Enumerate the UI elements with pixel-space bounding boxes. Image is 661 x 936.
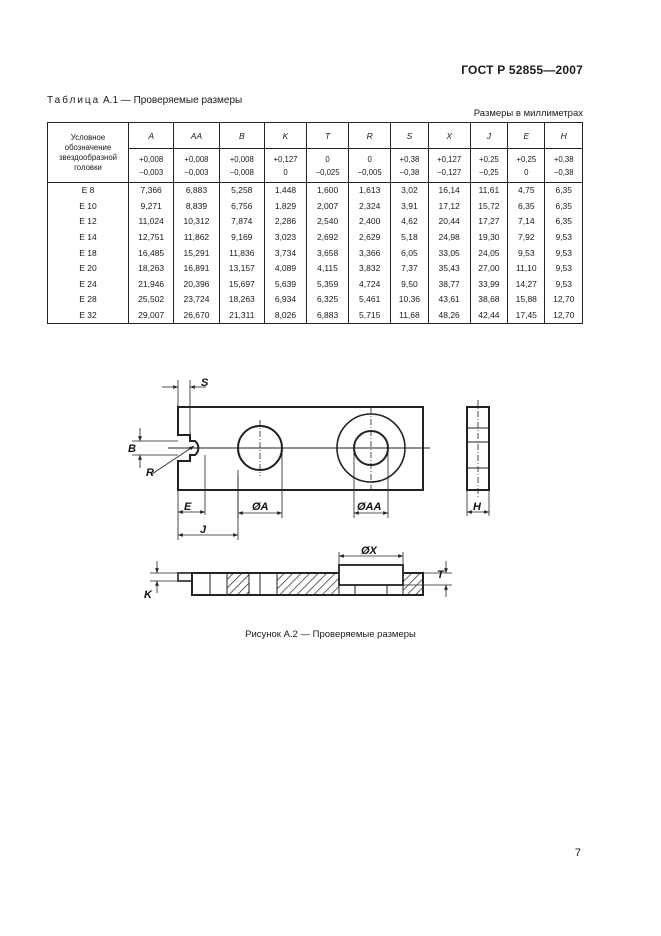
value-cell: 21,311	[219, 308, 264, 324]
figure-caption: Рисунок А.2 — Проверяемые размеры	[245, 629, 416, 640]
value-cell: 26,670	[174, 308, 219, 324]
value-cell: 23,724	[174, 292, 219, 308]
tolerance-upper: +0,38	[553, 154, 574, 164]
tolerance-upper: 0	[367, 154, 372, 164]
value-cell: 6,756	[219, 199, 264, 215]
tolerance-lower: −0,025	[315, 167, 340, 177]
value-cell: 3,734	[264, 245, 306, 261]
value-cell: 43,61	[428, 292, 470, 308]
designation-cell: E 20	[48, 261, 129, 277]
section-hatch-2	[277, 573, 339, 595]
value-cell: 11,68	[391, 308, 428, 324]
label-j: J	[200, 524, 207, 536]
tolerance-upper: +0,008	[229, 154, 254, 164]
value-cell: 7,874	[219, 214, 264, 230]
value-cell: 4,75	[508, 183, 545, 199]
label-t: T	[437, 569, 444, 581]
value-cell: 3,023	[264, 230, 306, 246]
value-cell: 6,35	[545, 214, 583, 230]
designation-cell: E 18	[48, 245, 129, 261]
value-cell: 18,263	[219, 292, 264, 308]
value-cell: 19,30	[470, 230, 507, 246]
value-cell: 8,026	[264, 308, 306, 324]
designation-cell: E 28	[48, 292, 129, 308]
table-caption-title: А.1 — Проверяемые размеры	[100, 95, 243, 106]
label-k: K	[144, 589, 152, 601]
column-header-a: A	[129, 123, 174, 149]
table-caption-prefix: Таблица	[47, 95, 101, 106]
designation-cell: E 32	[48, 308, 129, 324]
designation-cell: E 8	[48, 183, 129, 199]
value-cell: 2,007	[307, 199, 349, 215]
tolerance-lower: −0,003	[184, 167, 209, 177]
value-cell: 6,883	[307, 308, 349, 324]
designation-cell: E 24	[48, 277, 129, 293]
tolerance-lower: −0,127	[437, 167, 462, 177]
value-cell: 48,26	[428, 308, 470, 324]
value-cell: 1,613	[349, 183, 391, 199]
value-cell: 3,366	[349, 245, 391, 261]
value-cell: 2,400	[349, 214, 391, 230]
value-cell: 24,05	[470, 245, 507, 261]
value-cell: 16,891	[174, 261, 219, 277]
value-cell: 2,286	[264, 214, 306, 230]
column-header-x: X	[428, 123, 470, 149]
value-cell: 11,836	[219, 245, 264, 261]
value-cell: 6,934	[264, 292, 306, 308]
value-cell: 6,325	[307, 292, 349, 308]
column-header-e: E	[508, 123, 545, 149]
value-cell: 3,832	[349, 261, 391, 277]
value-cell: 6,05	[391, 245, 428, 261]
value-cell: 3,02	[391, 183, 428, 199]
value-cell: 8,839	[174, 199, 219, 215]
label-e: E	[184, 501, 192, 513]
value-cell: 33,99	[470, 277, 507, 293]
tolerance-upper: +0,127	[273, 154, 298, 164]
tolerance-lower: −0,25	[479, 167, 499, 177]
value-cell: 12,70	[545, 292, 583, 308]
label-s: S	[201, 377, 209, 389]
value-cell: 10,36	[391, 292, 428, 308]
value-cell: 7,37	[391, 261, 428, 277]
value-cell: 14,27	[508, 277, 545, 293]
designation-cell: E 12	[48, 214, 129, 230]
column-header-j: J	[470, 123, 507, 149]
value-cell: 16,485	[129, 245, 174, 261]
value-cell: 11,862	[174, 230, 219, 246]
value-cell: 7,14	[508, 214, 545, 230]
value-cell: 35,43	[428, 261, 470, 277]
value-cell: 9,53	[545, 230, 583, 246]
column-header-t: T	[307, 123, 349, 149]
section-hatch-3	[403, 573, 423, 595]
value-cell: 15,697	[219, 277, 264, 293]
value-cell: 38,68	[470, 292, 507, 308]
value-cell: 33,05	[428, 245, 470, 261]
tolerance-upper: +0,25	[479, 154, 499, 164]
value-cell: 20,44	[428, 214, 470, 230]
value-cell: 9,53	[545, 245, 583, 261]
tolerance-lower: 0	[524, 167, 529, 177]
value-cell: 9,53	[545, 261, 583, 277]
tolerance-lower: 0	[283, 167, 288, 177]
value-cell: 9,169	[219, 230, 264, 246]
value-cell: 5,258	[219, 183, 264, 199]
value-cell: 9,50	[391, 277, 428, 293]
section-tab	[178, 573, 192, 581]
value-cell: 25,502	[129, 292, 174, 308]
value-cell: 2,629	[349, 230, 391, 246]
value-cell: 5,715	[349, 308, 391, 324]
column-header-k: K	[264, 123, 306, 149]
column-header-h: H	[545, 123, 583, 149]
label-dia-aa: ØAA	[357, 501, 382, 513]
tolerance-lower: −0,38	[553, 167, 574, 177]
value-cell: 21,946	[129, 277, 174, 293]
tolerance-upper: +0,127	[437, 154, 462, 164]
value-cell: 3,91	[391, 199, 428, 215]
value-cell: 1,448	[264, 183, 306, 199]
value-cell: 4,724	[349, 277, 391, 293]
value-cell: 17,45	[508, 308, 545, 324]
designation-cell: E 14	[48, 230, 129, 246]
designation-header: Условное обозначение звездообразной головки	[48, 123, 129, 183]
value-cell: 2,324	[349, 199, 391, 215]
value-cell: 18,263	[129, 261, 174, 277]
value-cell: 15,72	[470, 199, 507, 215]
tolerance-upper: +0,008	[184, 154, 209, 164]
plan-view	[132, 380, 430, 540]
tolerance-lower: −0,38	[399, 167, 420, 177]
value-cell: 4,62	[391, 214, 428, 230]
value-cell: 29,007	[129, 308, 174, 324]
value-cell: 12,751	[129, 230, 174, 246]
value-cell: 1,600	[307, 183, 349, 199]
units-note: Размеры в миллиметрах	[473, 108, 583, 119]
value-cell: 24,98	[428, 230, 470, 246]
tolerance-lower: −0,008	[229, 167, 254, 177]
value-cell: 6,35	[545, 199, 583, 215]
value-cell: 15,291	[174, 245, 219, 261]
value-cell: 9,53	[545, 277, 583, 293]
value-cell: 11,10	[508, 261, 545, 277]
value-cell: 10,312	[174, 214, 219, 230]
value-cell: 11,024	[129, 214, 174, 230]
value-cell: 1,829	[264, 199, 306, 215]
tolerance-lower: −0,005	[357, 167, 382, 177]
value-cell: 2,540	[307, 214, 349, 230]
value-cell: 17,12	[428, 199, 470, 215]
value-cell: 12,70	[545, 308, 583, 324]
value-cell: 6,35	[508, 199, 545, 215]
tolerance-upper: +0,25	[516, 154, 537, 164]
designation-cell: E 10	[48, 199, 129, 215]
label-dia-a: ØA	[252, 501, 269, 513]
label-dia-x: ØX	[361, 545, 377, 557]
page-number: 7	[574, 847, 581, 859]
column-header-b: B	[219, 123, 264, 149]
value-cell: 15,88	[508, 292, 545, 308]
value-cell: 42,44	[470, 308, 507, 324]
column-header-aa: AA	[174, 123, 219, 149]
value-cell: 7,366	[129, 183, 174, 199]
tolerance-upper: +0,38	[399, 154, 420, 164]
section-view	[150, 552, 452, 597]
label-r: R	[146, 467, 154, 479]
value-cell: 5,461	[349, 292, 391, 308]
value-cell: 5,18	[391, 230, 428, 246]
value-cell: 38,77	[428, 277, 470, 293]
section-counterbore	[339, 565, 403, 585]
value-cell: 2,692	[307, 230, 349, 246]
value-cell: 6,35	[545, 183, 583, 199]
tolerance-upper: 0	[325, 154, 330, 164]
column-header-s: S	[391, 123, 428, 149]
value-cell: 3,658	[307, 245, 349, 261]
value-cell: 7,92	[508, 230, 545, 246]
tolerance-lower: −0,003	[139, 167, 164, 177]
value-cell: 16,14	[428, 183, 470, 199]
value-cell: 20,396	[174, 277, 219, 293]
value-cell: 6,883	[174, 183, 219, 199]
value-cell: 13,157	[219, 261, 264, 277]
value-cell: 4,115	[307, 261, 349, 277]
side-view	[467, 400, 489, 516]
label-b: B	[128, 443, 136, 455]
tolerance-upper: +0,008	[139, 154, 164, 164]
value-cell: 5,359	[307, 277, 349, 293]
value-cell: 4,089	[264, 261, 306, 277]
value-cell: 5,639	[264, 277, 306, 293]
value-cell: 27,00	[470, 261, 507, 277]
value-cell: 9,53	[508, 245, 545, 261]
column-header-r: R	[349, 123, 391, 149]
value-cell: 11,61	[470, 183, 507, 199]
value-cell: 17,27	[470, 214, 507, 230]
section-hatch-1	[227, 573, 249, 595]
label-h: H	[473, 501, 481, 513]
value-cell: 9,271	[129, 199, 174, 215]
standard-header: ГОСТ Р 52855—2007	[461, 63, 583, 77]
